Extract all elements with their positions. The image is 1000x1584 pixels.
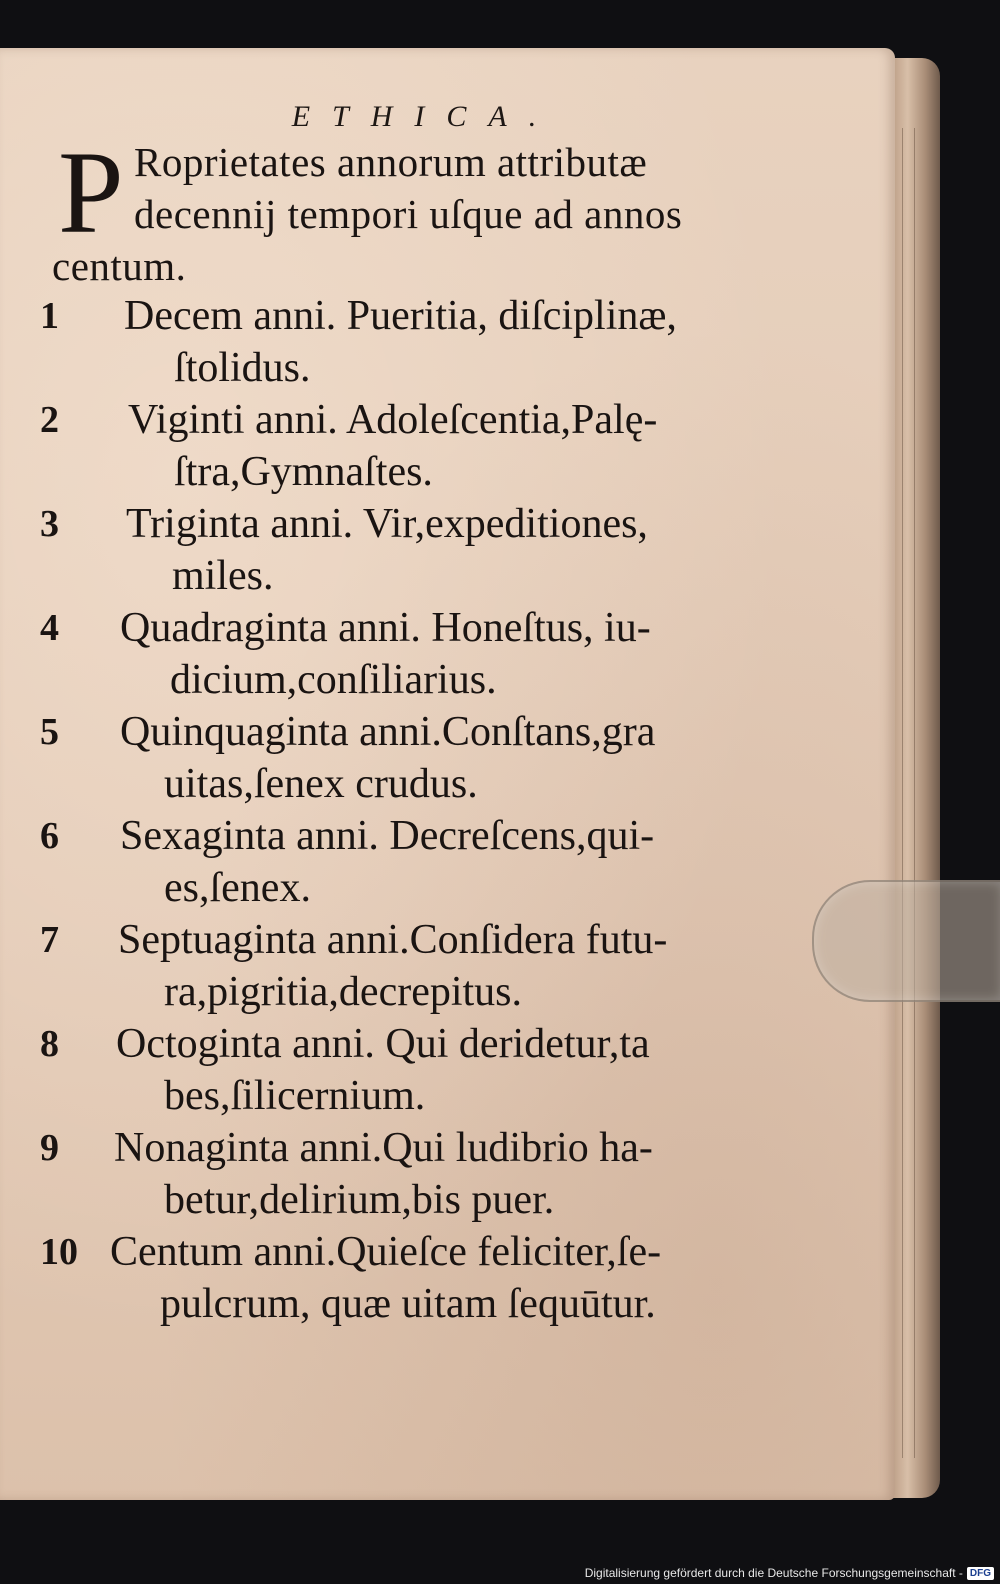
entry-line-1: Quadraginta anni. Honeſtus, iu- [120, 605, 651, 651]
entry-number: 10 [40, 1231, 78, 1273]
entry-line-1: Decem anni. Pueritia, diſciplinæ, [124, 293, 677, 339]
page-clip [812, 880, 1000, 1002]
credit-text: Digitalisierung gefördert durch die Deutsche Forschungsgemeinschaft - [584, 1566, 963, 1580]
list-item [40, 394, 770, 498]
entry-line-2: dicium,conſiliarius. [170, 657, 497, 703]
running-head: ETHICA. [291, 100, 559, 133]
list-item [40, 1226, 770, 1330]
list-item [40, 1122, 770, 1226]
entry-line-1: Quinquaginta anni.Conſtans,gra [120, 709, 656, 755]
list-item [40, 290, 770, 394]
entry-line-2: miles. [172, 553, 274, 599]
list-item [40, 914, 770, 1018]
list-item [40, 602, 770, 706]
entry-number: 4 [40, 607, 59, 649]
digitization-credit [585, 1566, 994, 1580]
entry-line-2: uitas,ſenex crudus. [164, 761, 478, 807]
entry-number: 5 [40, 711, 59, 753]
entry-number: 6 [40, 815, 59, 857]
list-item [40, 1018, 770, 1122]
heading-line-1: Roprietates annorum attributæ [134, 139, 648, 185]
entry-line-1: Octoginta anni. Qui deridetur,ta [116, 1021, 650, 1067]
drop-cap: P [58, 127, 124, 258]
entry-number: 8 [40, 1023, 59, 1065]
entry-line-1: Sexaginta anni. Decreſcens,qui- [120, 813, 655, 859]
entry-number: 9 [40, 1127, 59, 1169]
heading-line-3: centum. [52, 243, 187, 289]
section-heading [52, 127, 782, 292]
entry-line-1: Centum anni.Quieſce feliciter,ſe- [110, 1229, 662, 1275]
entry-line-1: Septuaginta anni.Conſidera futu- [118, 917, 668, 963]
entry-number: 1 [40, 295, 59, 337]
list-item [40, 810, 770, 914]
entry-line-1: Nonaginta anni.Qui ludibrio ha- [114, 1125, 653, 1171]
entry-number: 7 [40, 919, 59, 961]
list-item [40, 706, 770, 810]
entry-line-2: betur,delirium,bis puer. [164, 1177, 555, 1223]
list-item [40, 498, 770, 602]
entry-number: 3 [40, 503, 59, 545]
entry-line-2: es,ſenex. [164, 865, 311, 911]
heading-line-2: decennij tempori uſque ad annos [134, 191, 683, 237]
entry-line-2: ra,pigritia,decrepitus. [164, 969, 523, 1015]
entry-line-2: ſtolidus. [174, 345, 311, 391]
entry-line-1: Triginta anni. Vir,expeditiones, [126, 501, 648, 547]
dfg-logo-icon: DFG [967, 1567, 994, 1580]
entry-line-1: Viginti anni. Adoleſcentia,Palę- [128, 397, 658, 443]
age-entries-list [40, 290, 770, 1330]
entry-line-2: pulcrum, quæ uitam ſequūtur. [160, 1281, 656, 1327]
entry-line-2: ſtra,Gymnaſtes. [174, 449, 433, 495]
entry-number: 2 [40, 399, 59, 441]
entry-line-2: bes,ſilicernium. [164, 1073, 426, 1119]
